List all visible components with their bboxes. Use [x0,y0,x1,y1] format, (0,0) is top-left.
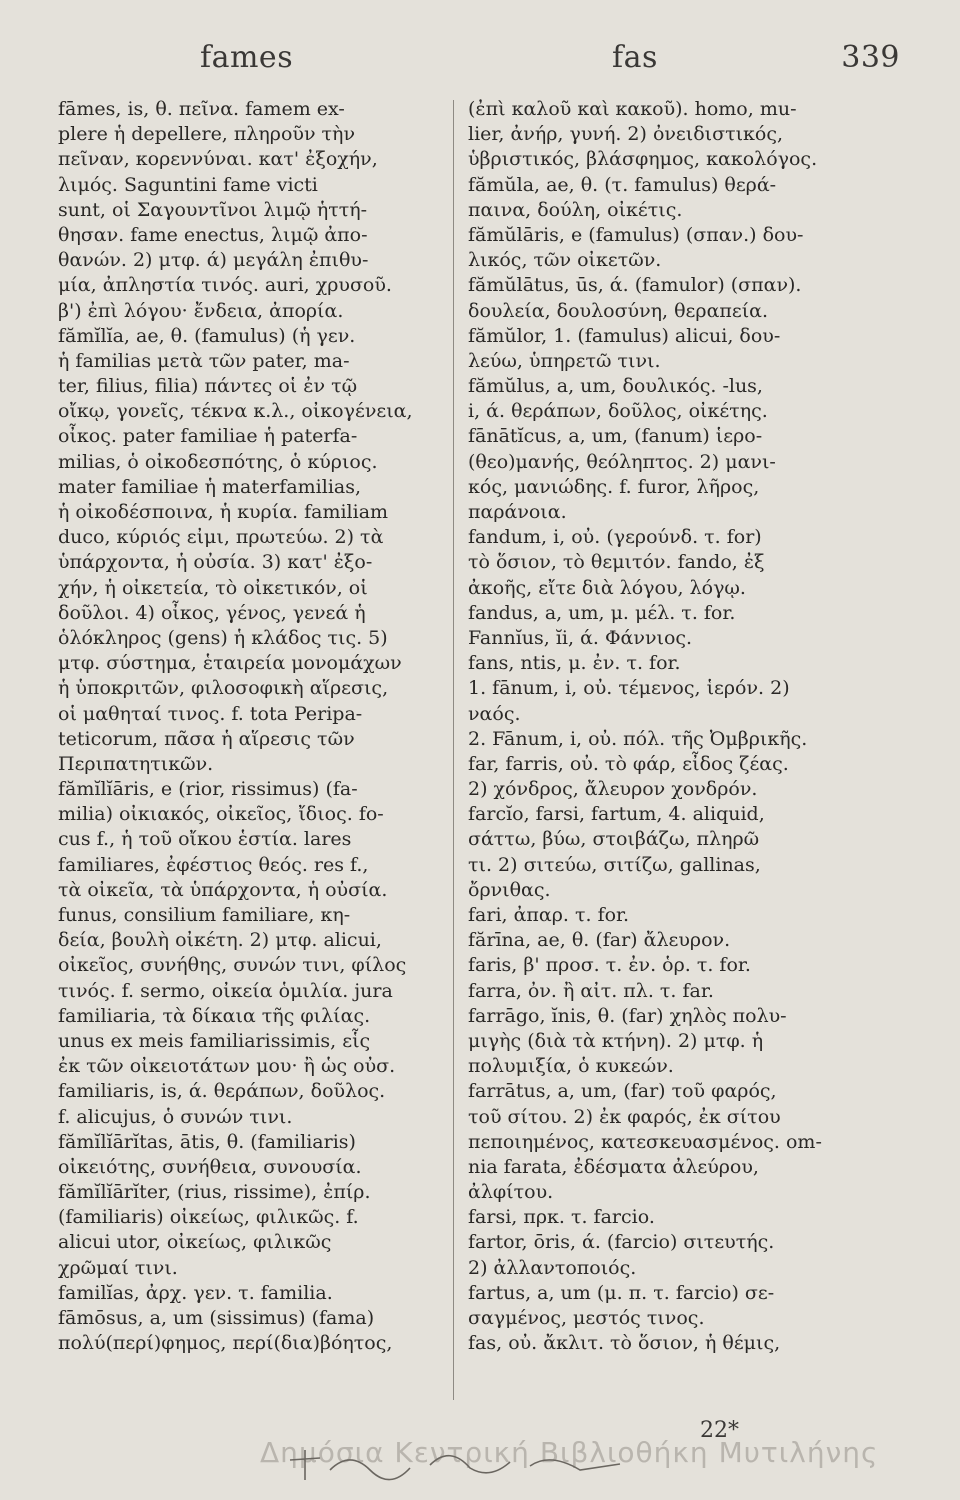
entry-line: οἰκειότης, συνήθεια, συνουσία. [58,1155,362,1178]
entry-line: fartor, ōris, ά. (farcio) σιτευτής. [468,1231,775,1254]
entry-line: mater familiae ἡ materfamilias, [58,475,362,498]
entry-line: ἐκ τῶν οἰκειοτάτων μου· ἢ ὡς οὐσ. [58,1055,396,1078]
entry-line: (familiaris) οἰκείως, φιλικῶς. f. [58,1206,359,1229]
entry-line: ἡ ὑποκριτῶν, φιλοσοφικὴ αἵρεσις, [58,677,389,700]
entry-line: 2. Fānum, i, οὐ. πόλ. τῆς Ὀμβρικῆς. [468,727,808,750]
entry-line: τὰ οἰκεῖα, τὰ ὑπάρχοντα, ἡ οὐσία. [58,878,388,901]
entry-line: farsi, πρκ. τ. farcio. [468,1206,655,1229]
entry-line: λικός, τῶν οἰκετῶν. [468,249,662,272]
entry-line: ὑπάρχοντα, ἡ οὐσία. 3) κατ' ἐξο- [58,551,373,574]
entry-line: duco, κύριός εἰμι, πρωτεύω. 2) τὰ [58,526,384,549]
entry-line: 2) χόνδρος, ἄλευρον χονδρόν. [468,778,758,801]
entry-line: fānātĭcus, a, um, (fanum) ἱερο- [468,425,763,448]
entry-line: familiaria, τὰ δίκαια τῆς φιλίας. [58,1004,371,1027]
entry-line: τοῦ σίτου. 2) ἐκ φαρός, ἐκ σίτου [468,1105,781,1128]
entry-line: πολυμιξία, ὁ κυκεών. [468,1055,674,1078]
entry-line: nia farata, ἐδέσματα ἀλεύρου, [468,1155,759,1178]
entry-line: fāmōsus, a, um (sissimus) (fama) [58,1307,375,1329]
entry-line: ναός. [468,702,521,725]
entry-line: μία, ἀπληστία τινός. auri, χρυσοῦ. [58,274,392,297]
entry-line: fămĭlĭa, ae, θ. (famulus) (ἡ γεν. [58,324,356,347]
entry-line: milias, ὁ οἰκοδεσπότης, ὁ κύριος. [58,450,378,473]
entry-line: farrātus, a, um, (far) τοῦ φαρός, [468,1080,777,1103]
entry-line: far, farris, οὐ. τὸ φάρ, εἶδος ζέας. [468,752,789,775]
handwritten-scribble [280,1440,640,1490]
page-number: 339 [841,40,900,75]
entry-line: plere ἡ depellere, πληροῦν τὴν [58,123,355,146]
entry-line: familiares, ἐφέστιος θεός. res f., [58,853,369,876]
entry-line: θησαν. fame enectus, λιμῷ ἀπο- [58,223,368,246]
entry-line: δοῦλοι. 4) οἶκος, γένος, γενεά ἡ [58,601,366,624]
entry-line: πολύ(περί)φημος, περί(δια)βόητος, [58,1332,393,1355]
entry-line: fāmes, is, θ. πεῖνα. famem ex- [58,98,345,120]
entry-line: ὄρνιθας. [468,878,551,901]
entry-line: fămŭlātus, ūs, ά. (famulor) (σπαν). [468,274,802,297]
entry-line: fandus, a, um, μ. μέλ. τ. for. [468,601,736,624]
entry-line: δεία, βουλὴ οἰκέτη. 2) μτφ. alicui, [58,929,382,952]
entry-line: teticorum, πᾶσα ἡ αἵρεσις τῶν [58,727,355,750]
entry-line: (ἐπὶ καλοῦ καὶ κακοῦ). homo, mu- [468,98,797,120]
entry-line: fari, ἀπαρ. τ. for. [468,904,630,926]
entry-line: σαγμένος, μεστός τινος. [468,1307,705,1329]
entry-line: f. alicujus, ὁ συνών τινι. [58,1105,293,1128]
entry-line: fartus, a, um (μ. π. τ. farcio) σε- [468,1281,775,1304]
entry-line: ἡ familias μετὰ τῶν pater, ma- [58,349,350,372]
entry-line: fas, οὐ. ἄκλιτ. τὸ ὅσιον, ἡ θέμις, [468,1332,781,1355]
entry-line: χήν, ἡ οἰκετεία, τὸ οἰκετικόν, οἱ [58,576,368,599]
right-guide-word: fas [612,40,658,75]
entry-line: cus f., ἡ τοῦ οἴκου ἑστία. lares [58,828,352,851]
library-watermark: Δημόσια Κεντρική Βιβλιοθήκη Μυτιλήνης [260,1436,879,1469]
entry-line: ἀκοῆς, εἴτε διὰ λόγου, λόγῳ. [468,576,746,599]
entry-line: λεύω, ὑπηρετῶ τινι. [468,349,661,372]
entry-line: ἀλφίτου. [468,1181,554,1204]
entry-line: familĭas, ἀρχ. γεν. τ. familia. [58,1281,333,1304]
entry-line: β') ἐπὶ λόγου· ἔνδεια, ἀπορία. [58,299,344,322]
entry-line: Περιπατητικῶν. [58,752,214,775]
entry-line: δουλεία, δουλοσύνη, θεραπεία. [468,299,769,322]
entry-line: fămĭlĭārĭtas, ātis, θ. (familiaris) [58,1130,356,1153]
entry-line: farrāgo, ĭnis, θ. (far) χηλὸς πολυ- [468,1004,787,1027]
entry-line: fămŭla, ae, θ. (τ. famulus) θερά- [468,173,777,196]
entry-line: fărīna, ae, θ. (far) ἄλευρον. [468,929,731,952]
entry-line: fămĭlĭāris, e (rior, rissimus) (fa- [58,778,358,801]
entry-line: μιγὴς (διὰ τὰ κτήνη). 2) μτφ. ἡ [468,1029,764,1052]
entry-line: σάττω, βύω, στοιβάζω, πληρῶ [468,828,760,851]
entry-line: fămŭlor, 1. (famulus) alicui, δου- [468,324,781,347]
entry-line: faris, β' προσ. τ. ἐν. ὁρ. τ. for. [468,954,751,977]
entry-line: 1. fānum, i, οὐ. τέμενος, ἱερόν. 2) [468,677,790,700]
entry-line: fans, ntis, μ. ἐν. τ. for. [468,652,681,675]
entry-line: πεῖναν, κορεννύναι. κατ' ἐξοχήν, [58,148,378,171]
entry-line: θανών. 2) μτφ. ά) μεγάλη ἐπιθυ- [58,249,369,272]
entry-line: fămŭlus, a, um, δουλικός. -lus, [468,375,763,398]
entry-line: familiaris, is, ά. θεράπων, δοῦλος. [58,1080,386,1103]
entry-line: τι. 2) σιτεύω, σιτίζω, gallinas, [468,853,761,876]
entry-line: farra, ὀν. ἢ αἰτ. πλ. τ. far. [468,979,714,1002]
entry-line: παράνοια. [468,501,567,523]
entry-line: οἱ μαθηταί τινος. f. tota Peripa- [58,702,363,725]
entry-line: κός, μανιώδης. f. furor, λῆρος, [468,475,760,498]
entry-line: fandum, i, οὐ. (γερούνδ. τ. for) [468,526,762,549]
entry-line: λιμός. Saguntini fame victi [58,173,318,196]
entry-line: πεποιημένος, κατεσκευασμένος. om- [468,1130,822,1153]
entry-line: οἰκεῖος, συνήθης, συνών τινι, φίλος [58,954,407,977]
entry-line: (θεο)μανής, θεόληπτος. 2) μανι- [468,450,776,473]
entry-line: alicui utor, οἰκείως, φιλικῶς [58,1231,332,1254]
entry-line: οἶκος. pater familiae ἡ paterfa- [58,425,358,448]
entry-line: fămĭlĭārĭter, (rius, rissime), ἐπίρ. [58,1181,371,1204]
page-header [0,40,960,90]
column-divider [453,100,454,1400]
entry-line: fămŭlāris, e (famulus) (σπαν.) δου- [468,223,804,246]
entry-line: παινα, δούλη, οἰκέτις. [468,198,683,221]
entry-line: τινός. f. sermo, οἰκεία ὁμιλία. jura [58,979,393,1002]
entry-line: unus ex meis familiarissimis, εἷς [58,1029,371,1052]
entry-line: milia) οἰκιακός, οἰκεῖος, ἴδιος. fo- [58,803,384,826]
entry-line: farcĭo, farsi, fartum, 4. aliquid, [468,803,765,826]
entry-line: ἡ οἰκοδέσποινα, ἡ κυρία. familiam [58,501,389,523]
entry-line: ὁλόκληρος (gens) ἡ κλάδος τις. 5) [58,626,388,649]
entry-line: funus, consilium familiare, κη- [58,904,351,926]
entry-line: 2) ἀλλαντοποιός. [468,1256,637,1279]
signature-mark: 22* [700,1418,739,1443]
entry-line: χρῶμαί τινι. [58,1256,178,1279]
entry-line: i, ά. θεράπων, δοῦλος, οἰκέτης. [468,400,768,423]
entry-line: Fannĭus, ĭi, ά. Φάννιος. [468,626,693,649]
right-column [468,97,894,1356]
entry-line: τὸ ὅσιον, τὸ θεμιτόν. fando, ἐξ [468,551,765,574]
entry-line: lier, ἀνήρ, γυνή. 2) ὀνειδιστικός, [468,123,784,146]
entry-line: ὑβριστικός, βλάσφημος, κακολόγος. [468,148,818,171]
entry-line: οἴκῳ, γονεῖς, τέκνα κ.λ., οἰκογένεια, [58,400,413,423]
entry-line: sunt, οἱ Σαγουντῖνοι λιμῷ ἡττή- [58,198,368,221]
entry-line: μτφ. σύστημα, ἑταιρεία μονομάχων [58,652,402,675]
left-column [58,97,484,1356]
entry-line: ter, filius, filia) πάντες οἱ ἐν τῷ [58,375,358,398]
left-guide-word: fames [200,40,294,75]
